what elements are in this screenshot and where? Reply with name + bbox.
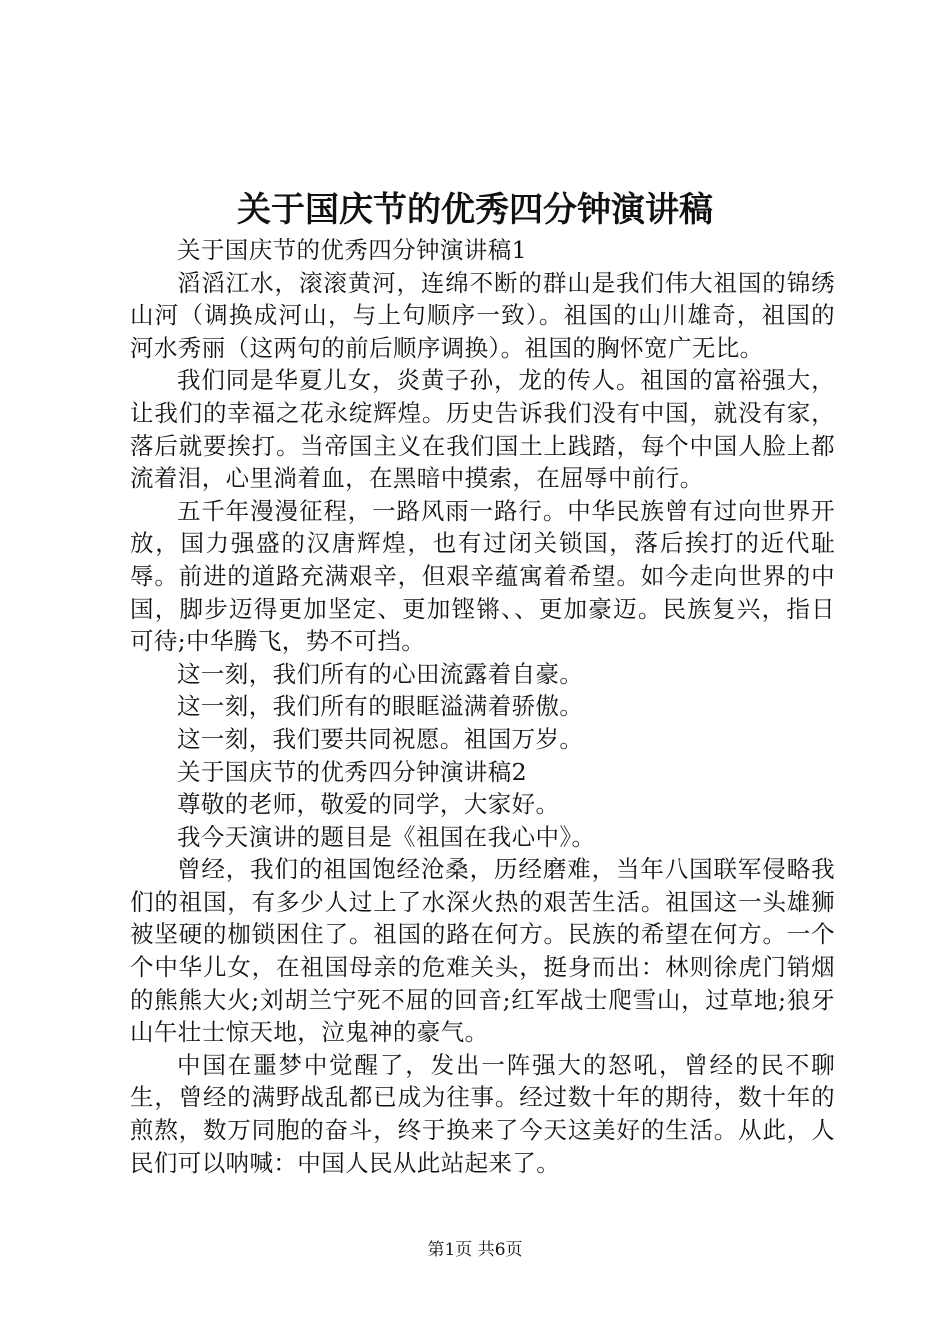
body-paragraph: 我今天演讲的题目是《祖国在我心中》。	[177, 822, 596, 851]
section-heading: 关于国庆节的优秀四分钟演讲稿2	[177, 757, 527, 786]
section-heading: 关于国庆节的优秀四分钟演讲稿1	[177, 236, 527, 264]
document-body	[130, 234, 835, 1179]
body-paragraph: 中国在噩梦中觉醒了，发出一阵强大的怒吼，曾经的民不聊生，曾经的满野战乱都已成为往事。经过数十年的期待，数十年的煎熬，数万同胞的奋斗，终于换来了今天这美好的生活。从此，人民们可以呐喊：中国人民从此站起来了。	[130, 1050, 835, 1177]
document-title: 关于国庆节的优秀四分钟演讲稿	[237, 190, 713, 230]
body-paragraph: 五千年漫漫征程，一路风雨一路行。中华民族曾有过向世界开放，国力强盛的汉唐辉煌，也有过闭关锁国，落后挨打的近代耻辱。前进的道路充满艰辛，但艰辛蕴寓着希望。如今走向世界的中国，脚步迈得更加坚定、更加铿锵、、更加豪迈。民族复兴，指日可待;中华腾飞，势不可挡。	[130, 496, 835, 656]
body-paragraph: 这一刻，我们所有的眼眶溢满着骄傲。	[177, 692, 584, 721]
body-paragraph: 这一刻，我们要共同祝愿。祖国万岁。	[177, 724, 584, 753]
body-paragraph: 曾经，我们的祖国饱经沧桑，历经磨难，当年八国联军侵略我们的祖国，有多少人过上了水深火热的艰苦生活。祖国这一头雄狮被坚硬的枷锁困住了。祖国的路在何方。民族的希望在何方。一个个中华儿女，在祖国母亲的危难关头，挺身而出：林则徐虎门销烟的熊熊大火;刘胡兰宁死不屈的回音;红军战士爬雪山，过草地;狼牙山午壮士惊天地，泣鬼神的豪气。	[130, 855, 835, 1047]
body-paragraph: 滔滔江水，滚滚黄河，连绵不断的群山是我们伟大祖国的锦绣山河（调换成河山，与上句顺序一致）。祖国的山川雄奇，祖国的河水秀丽（这两句的前后顺序调换）。祖国的胸怀宽广无比。	[130, 268, 835, 362]
page-number-footer: 第1页 共6页	[427, 1240, 523, 1260]
body-paragraph: 这一刻，我们所有的心田流露着自豪。	[177, 659, 584, 688]
body-paragraph: 尊敬的老师，敬爱的同学，大家好。	[177, 790, 560, 819]
body-paragraph: 我们同是华夏儿女，炎黄子孙，龙的传人。祖国的富裕强大，让我们的幸福之花永绽辉煌。历史告诉我们没有中国，就没有家，落后就要挨打。当帝国主义在我们国土上践踏，每个中国人脸上都流着泪，心里淌着血，在黑暗中摸索，在屈辱中前行。	[130, 366, 835, 493]
